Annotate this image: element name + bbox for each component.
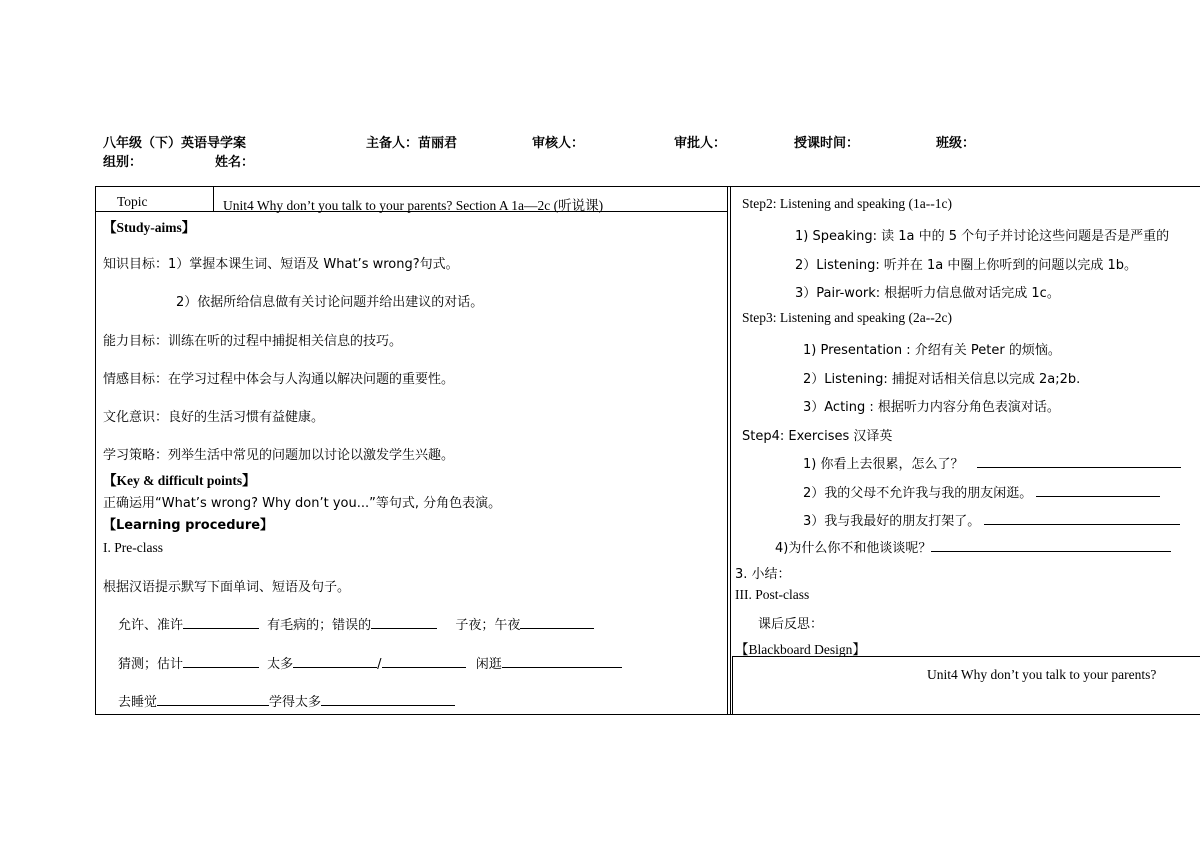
blank-midnight[interactable] bbox=[520, 616, 594, 629]
exercise-2-blank[interactable] bbox=[1036, 484, 1160, 497]
blank-study-too-much[interactable] bbox=[321, 693, 455, 706]
step2-item-1: 1) Speaking: 读 1a 中的 5 个句子并讨论这些问题是否是严重的 bbox=[795, 229, 1170, 244]
approver: 审批人： bbox=[674, 136, 727, 151]
procedure-heading: 【Learning procedure】 bbox=[103, 518, 274, 533]
vocab-too-much: 太多 bbox=[267, 657, 294, 672]
aim-culture: 文化意识：良好的生活习惯有益健康。 bbox=[103, 410, 325, 425]
preparer: 主备人：苗丽君 bbox=[366, 136, 458, 151]
blank-wrong[interactable] bbox=[371, 616, 437, 629]
blank-too-much-1[interactable] bbox=[293, 655, 377, 668]
exercise-4 bbox=[775, 537, 1171, 556]
table-left-border bbox=[95, 186, 96, 715]
key-points-text: 正确运用“What’s wrong? Why don’t you...”等句式, 分角色表演。 bbox=[103, 496, 502, 511]
vocab-wrong: 有毛病的；错误的 bbox=[267, 618, 372, 633]
exercise-3 bbox=[803, 510, 1180, 529]
vocab-midnight: 子夜；午夜 bbox=[455, 618, 521, 633]
exercise-2-text: 2）我的父母不允许我与我的朋友闲逛。 bbox=[803, 486, 1033, 501]
vocab-row-1 bbox=[118, 614, 594, 633]
step3-item-1: 1) Presentation : 介绍有关 Peter 的烦恼。 bbox=[803, 343, 1061, 358]
step2-item-3: 3）Pair-work: 根据听力信息做对话完成 1c。 bbox=[795, 286, 1060, 301]
vocab-hang-out: 闲逛 bbox=[475, 657, 502, 672]
step3-item-3: 3）Acting : 根据听力内容分角色表演对话。 bbox=[803, 400, 1060, 415]
blank-too-much-2[interactable] bbox=[382, 655, 466, 668]
key-points-heading: 【Key & difficult points】 bbox=[103, 473, 256, 488]
blackboard-box-left bbox=[732, 656, 733, 714]
name-field: 姓名： bbox=[215, 155, 255, 170]
postclass-heading: III. Post-class bbox=[735, 587, 810, 602]
lesson-time: 授课时间： bbox=[794, 136, 860, 151]
group-field: 组别： bbox=[103, 155, 143, 170]
vocab-go-to-bed: 去睡觉 bbox=[118, 695, 158, 710]
study-aims-heading: 【Study-aims】 bbox=[103, 220, 196, 235]
exercise-1-text: 1) 你看上去很累，怎么了？ bbox=[803, 457, 964, 472]
blank-allow[interactable] bbox=[183, 616, 259, 629]
step4-heading: Step4: Exercises 汉译英 bbox=[742, 429, 893, 444]
step2-heading: Step2: Listening and speaking (1a--1c) bbox=[742, 196, 952, 211]
class-field: 班级： bbox=[936, 136, 976, 151]
topic-value: Unit4 Why don’t you talk to your parents? Section A 1a—2c (听说课) bbox=[223, 198, 604, 213]
vocab-allow: 允许、准许 bbox=[118, 618, 184, 633]
vocab-study-too-much: 学得太多 bbox=[269, 695, 322, 710]
exercise-3-text: 3）我与我最好的朋友打架了。 bbox=[803, 514, 981, 529]
exercise-4-blank[interactable] bbox=[931, 539, 1171, 552]
exercise-1 bbox=[803, 453, 1181, 472]
blank-hang-out[interactable] bbox=[502, 655, 622, 668]
exercise-2 bbox=[803, 482, 1160, 501]
exercise-1-blank[interactable] bbox=[977, 455, 1181, 468]
blackboard-title: Unit4 Why don’t you talk to your parents? bbox=[927, 667, 1157, 682]
table-top-border bbox=[95, 186, 1200, 187]
blank-go-to-bed[interactable] bbox=[157, 693, 269, 706]
blank-guess[interactable] bbox=[183, 655, 259, 668]
topic-label: Topic bbox=[117, 194, 148, 209]
blackboard-heading: 【Blackboard Design】 bbox=[735, 642, 866, 657]
topic-cell-divider bbox=[213, 186, 214, 211]
vocab-guess: 猜测；估计 bbox=[118, 657, 184, 672]
summary-label: 3. 小结： bbox=[735, 567, 791, 582]
column-divider-b bbox=[730, 186, 731, 715]
vocab-row-3 bbox=[118, 691, 455, 710]
step3-item-2: 2）Listening: 捕捉对话相关信息以完成 2a;2b. bbox=[803, 372, 1081, 387]
step2-item-2: 2）Listening: 听并在 1a 中圈上你听到的问题以完成 1b。 bbox=[795, 258, 1138, 273]
vocab-slash: / bbox=[377, 657, 382, 672]
vocab-row-2 bbox=[118, 653, 622, 672]
aim-ability: 能力目标：训练在听的过程中捕捉相关信息的技巧。 bbox=[103, 334, 403, 349]
aim-emotion: 情感目标：在学习过程中体会与人沟通以解决问题的重要性。 bbox=[103, 372, 455, 387]
aim-strategy: 学习策略：列举生活中常见的问题加以讨论以激发学生兴趣。 bbox=[103, 448, 455, 463]
column-divider-a bbox=[727, 186, 728, 715]
exercise-3-blank[interactable] bbox=[984, 512, 1180, 525]
exercise-4-text: 4)为什么你不和他谈谈呢？ bbox=[775, 541, 932, 556]
table-bottom-border bbox=[95, 714, 1200, 715]
preclass-heading: I. Pre-class bbox=[103, 540, 163, 555]
doc-title: 八年级（下）英语导学案 bbox=[103, 136, 247, 151]
aim-knowledge-1: 知识目标：1）掌握本课生词、短语及 What’s wrong?句式。 bbox=[103, 257, 459, 272]
reviewer: 审核人： bbox=[532, 136, 585, 151]
reflection-label: 课后反思： bbox=[758, 617, 824, 632]
preclass-instruction: 根据汉语提示默写下面单词、短语及句子。 bbox=[103, 580, 351, 595]
aim-knowledge-2: 2）依据所给信息做有关讨论问题并给出建议的对话。 bbox=[176, 295, 484, 310]
step3-heading: Step3: Listening and speaking (2a--2c) bbox=[742, 310, 952, 325]
